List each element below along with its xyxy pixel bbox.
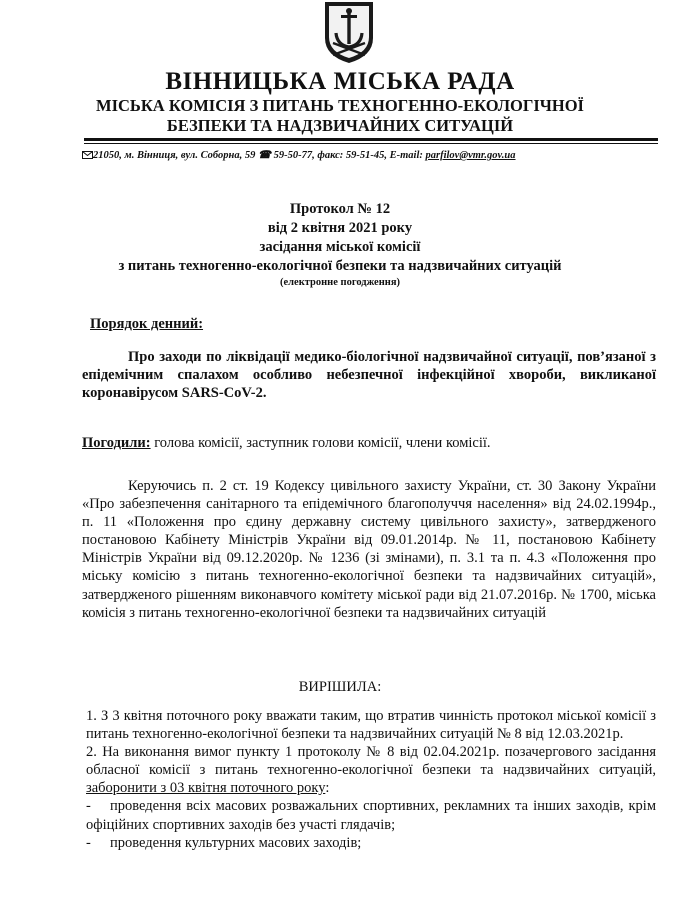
- agenda-heading: Порядок денний:: [90, 316, 204, 332]
- decision-item-2: 2. На виконання вимог пункту 1 протоколу № 8 від 02.04.2021р. позачергового засідання обласної комісії з питань техногенно-екологічної безпеки та надзвичайних ситуацій, заборонити з 03 квітня поточного року:: [86, 744, 656, 797]
- decision-heading: ВИРІШИЛА:: [298, 679, 382, 695]
- org-title: ВІННИЦЬКА МІСЬКА РАДА: [165, 68, 515, 95]
- email-link[interactable]: parfilov@vmr.gov.ua: [425, 150, 516, 161]
- phone-icon: ☎: [257, 150, 272, 161]
- preamble-paragraph: Керуючись п. 2 ст. 19 Кодексу цивільного захисту України, ст. 30 Закону України «Про забезпечення санітарного та епідемічного благополуччя населення» від 24.02.1994р., п. 11 «Положення про єдину державну систему цивільного захисту», затвердженого постановою Кабінету Міністрів України від 09.01.2014р. № 11, постановою Кабінету Міністрів України від 09.12.2020р. № 1236 (зі змінами), п. 3.1 та п. 4.3 «Положення про міську комісію з питань техногенно-екологічної безпеки та надзвичайних ситуацій», затвердженого рішенням виконавчого комітету міської ради від 21.07.2016р. № 1700, міська комісія з питань техногенно-екологічної безпеки та надзвичайних ситуацій: [82, 478, 656, 621]
- header-divider-thick: [84, 138, 658, 141]
- agreed-line: [82, 435, 672, 452]
- protocol-title-block: [0, 200, 680, 290]
- decision-item-1: 1. З 3 квітня поточного року вважати таким, що втратив чинність протокол міської комісії з питань техногенно-екологічної безпеки та надзвичайних ситуацій № 8 від 12.03.2021р.: [86, 708, 656, 743]
- decision-bullet-1: - проведення всіх масових розважальних спортивних, рекламних та інших заходів, крім офіційних спортивних заходів без участі глядачів;: [86, 798, 656, 833]
- agreed-text: голова комісії, заступник голови комісії, члени комісії.: [150, 435, 491, 451]
- preamble-block: [82, 477, 656, 622]
- envelope-icon: [82, 151, 93, 159]
- agreed-label: Погодили:: [82, 435, 151, 451]
- commission-name: з питань техногенно-екологічної безпеки та надзвичайних ситуацій: [118, 258, 562, 274]
- prohibition-phrase: заборонити з 03 квітня поточного року: [86, 780, 326, 797]
- header-divider-thin: [84, 143, 658, 144]
- agenda-text: Про заходи по ліквідації медико-біологічної надзвичайної ситуації, пов’язаної з епідемічним спалахом особливо небезпечної інфекційної хвороби, викликаної коронавірусом SARS-CoV-2.: [82, 349, 656, 401]
- approval-mode: (електронне погодження): [280, 277, 400, 288]
- meeting-type: засідання міської комісії: [259, 239, 421, 255]
- contact-line: [82, 149, 672, 161]
- city-coat-of-arms-icon: [319, 0, 379, 64]
- phone-fax: 59-50-77, факс: 59-51-45, E-mail:: [273, 150, 423, 161]
- protocol-date: від 2 квітня 2021 року: [267, 220, 413, 236]
- agenda-text-block: [82, 348, 656, 402]
- org-subtitle-line1: МІСЬКА КОМІСІЯ З ПИТАНЬ ТЕХНОГЕННО-ЕКОЛОГІЧНОЇ: [96, 96, 584, 115]
- protocol-number: Протокол № 12: [289, 201, 391, 217]
- decision-bullet-2: - проведення культурних масових заходів;: [86, 834, 362, 851]
- postal-address: 21050, м. Вінниця, вул. Соборна, 59: [93, 150, 256, 161]
- decision-list: [86, 707, 656, 852]
- org-subtitle-line2: БЕЗПЕКИ ТА НАДЗВИЧАЙНИХ СИТУАЦІЙ: [166, 116, 514, 135]
